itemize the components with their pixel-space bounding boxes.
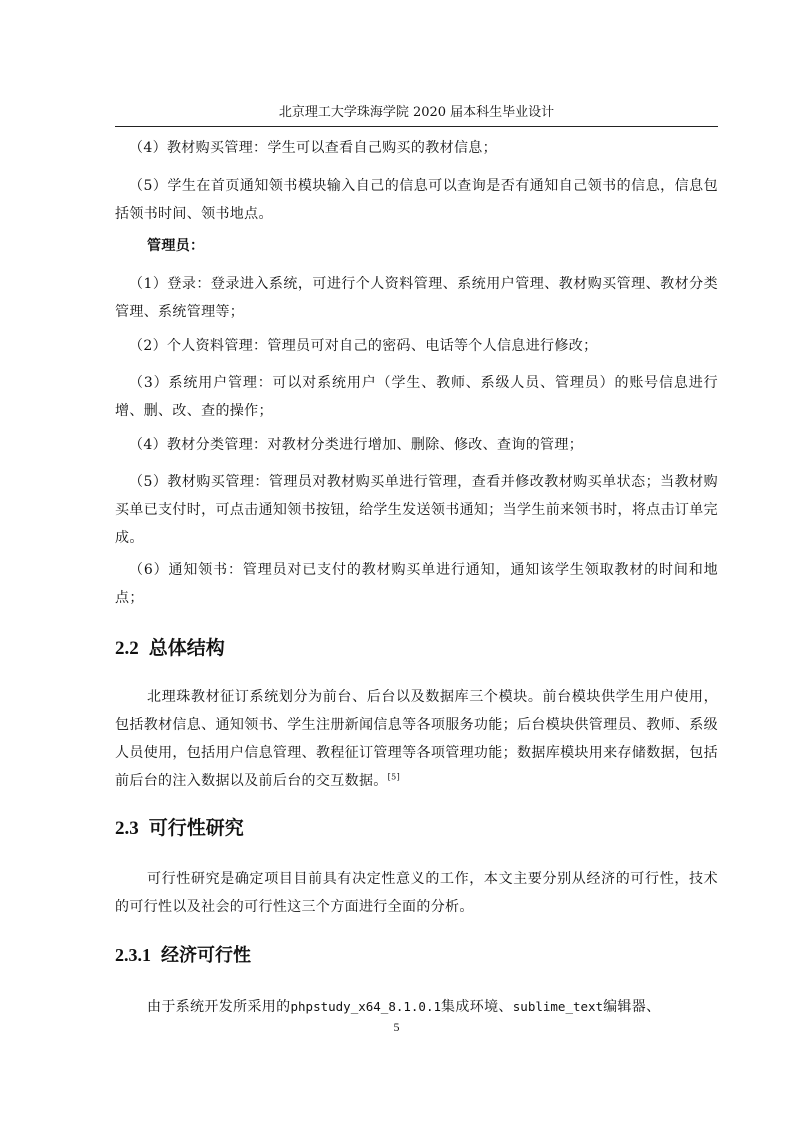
section-2-3-1-heading [115, 942, 251, 969]
citation: [5] [387, 772, 401, 782]
admin-item-1: （1）登录：登录进入系统，可进行个人资料管理、系统用户管理、教材购买管理、教材分类管理、系统管理等； [115, 276, 718, 320]
section-title: 可行性研究 [148, 817, 244, 839]
code-text: phpstudy_x64_8.1.0.1 [290, 999, 442, 1014]
section-number: 2.3 [115, 818, 139, 839]
running-header: 北京理工大学珠海学院 2020 届本科生毕业设计 [278, 105, 555, 120]
section-title: 经济可行性 [161, 945, 251, 966]
text: 由于系统开发所采用的 [147, 999, 291, 1015]
section-2-3-1-paragraph [115, 993, 718, 1021]
section-2-3-paragraph: 可行性研究是确定项目目前具有决定性意义的工作，本文主要分别从经济的可行性，技术的可行性以及社会的可行性这三个方面进行全面的分析。 [115, 871, 718, 915]
page-number: 5 [393, 1020, 400, 1034]
section-title: 总体结构 [148, 637, 225, 659]
admin-item-3: （3）系统用户管理：可以对系统用户（学生、教师、系级人员、管理员）的账号信息进行增、删、改、查的操作； [115, 375, 718, 419]
header-divider [115, 126, 718, 127]
section-number: 2.2 [115, 638, 139, 659]
student-item-5: （5）学生在首页通知领书模块输入自己的信息可以查询是否有通知自己领书的信息，信息包括领书时间、领书地点。 [115, 178, 718, 222]
paragraph-text: 北理珠教材征订系统划分为前台、后台以及数据库三个模块。前台模块供学生用户使用，包括教材信息、通知领书、学生注册新闻信息等各项服务功能；后台模块供管理员、教师、系级人员使用，包括用户信息管理、教程征订管理等各项管理功能；数据库模块用来存储数据，包括前后台的注入数据以及前后台的交互数据。 [115, 689, 718, 789]
admin-heading: 管理员： [147, 238, 205, 254]
section-2-2-heading [115, 635, 225, 662]
admin-item-4: （4）教材分类管理：对教材分类进行增加、删除、修改、查询的管理； [129, 437, 584, 453]
text: 编辑器、 [603, 999, 661, 1015]
code-text: sublime_text [512, 999, 604, 1014]
text: 集成环境、 [441, 999, 513, 1015]
admin-item-6: （6）通知领书：管理员对已支付的教材购买单进行通知，通知该学生领取教材的时间和地点； [115, 562, 718, 606]
section-2-3-heading [115, 815, 244, 842]
section-2-2-paragraph [115, 683, 718, 795]
student-item-4: （4）教材购买管理：学生可以查看自己购买的教材信息； [129, 140, 498, 156]
admin-item-5: （5）教材购买管理：管理员对教材购买单进行管理，查看并修改教材购买单状态；当教材购买单已支付时，可点击通知领书按钮，给学生发送领书通知；当学生前来领书时，将点击订单完成。 [115, 474, 718, 546]
admin-item-2: （2）个人资料管理：管理员可对自己的密码、电话等个人信息进行修改； [129, 338, 598, 354]
section-number: 2.3.1 [115, 945, 151, 965]
